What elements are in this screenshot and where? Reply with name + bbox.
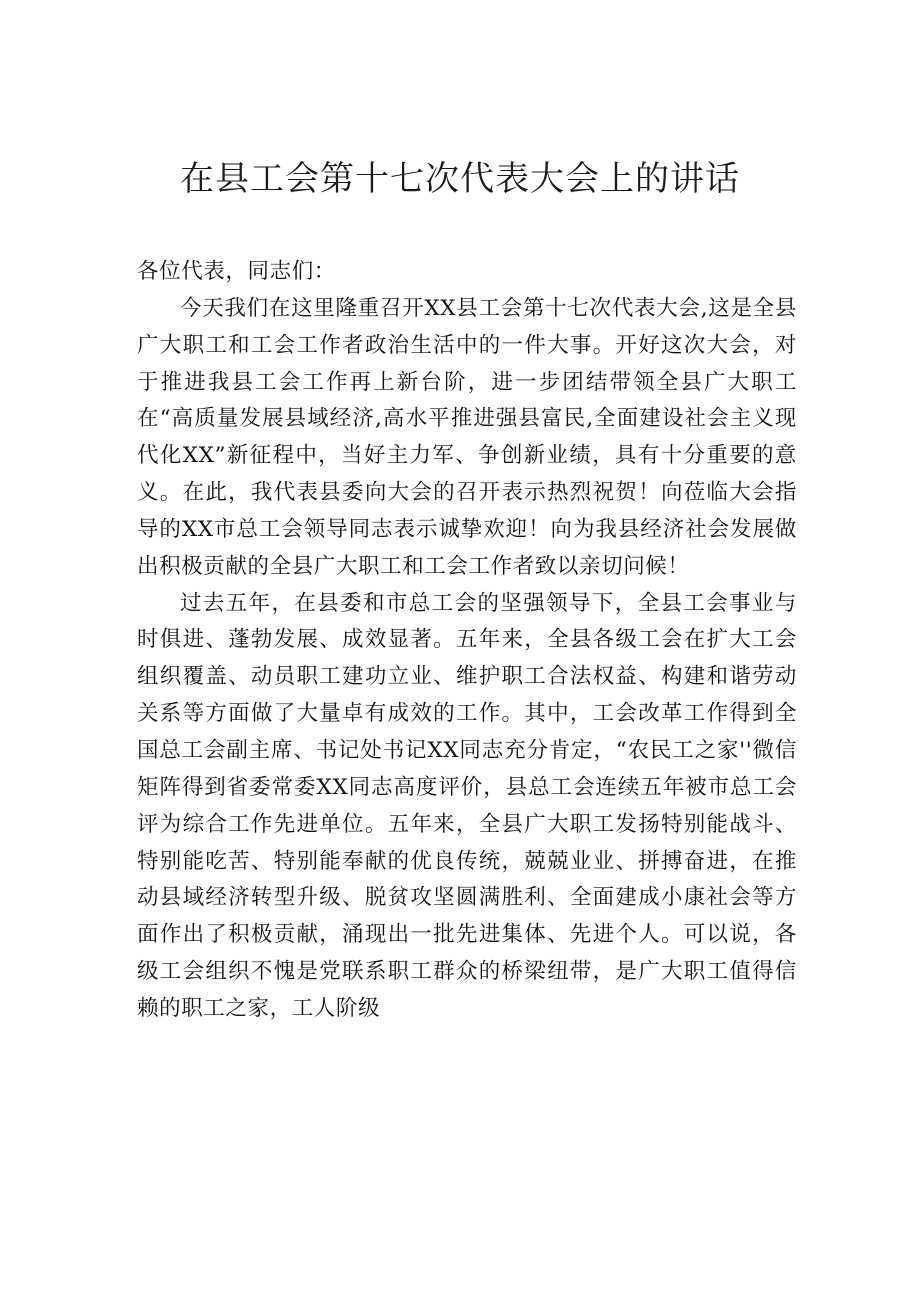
document-body [137, 254, 797, 1028]
paragraph-opening: 今天我们在这里隆重召开XX县工会第十七次代表大会,这是全县广大职工和工会工作者政治生活中的一件大事。开好这次大会，对于推进我县工会工作再上新台阶，进一步团结带领全县广大职工在“高质量发展县域经济,高水平推进强县富民,全面建设社会主义现代化XX”新征程中，当好主力军、争创新业绩，具有十分重要的意义。在此，我代表县委向大会的召开表示热烈祝贺！向莅临大会指导的XX市总工会领导同志表示诚挚欢迎！向为我县经济社会发展做出积极贡献的全县广大职工和工会工作者致以亲切问候！ [137, 295, 797, 579]
salutation: 各位代表，同志们： [137, 259, 336, 284]
document-title: 在县工会第十七次代表大会上的讲话 [180, 159, 740, 199]
paragraph-achievements: 过去五年，在县委和市总工会的坚强领导下，全县工会事业与时俱进、蓬勃发展、成效显著。五年来，全县各级工会在扩大工会组织覆盖、动员职工建功立业、维护职工合法权益、构建和谐劳动关系等方面做了大量卓有成效的工作。其中，工会改革工作得到全国总工会副主席、书记处书记XX同志充分肯定，“农民工之家''微信矩阵得到省委常委XX同志高度评价，县总工会连续五年被市总工会评为综合工作先进单位。五年来，全县广大职工发扬特别能战斗、特别能吃苦、特别能奉献的优良传统，兢兢业业、拼搏奋进，在推动县域经济转型升级、脱贫攻坚圆满胜利、全面建成小康社会等方面作出了积极贡献，涌现出一批先进集体、先进个人。可以说，各级工会组织不愧是党联系职工群众的桥梁纽带，是广大职工值得信赖的职工之家，工人阶级 [137, 590, 797, 1021]
